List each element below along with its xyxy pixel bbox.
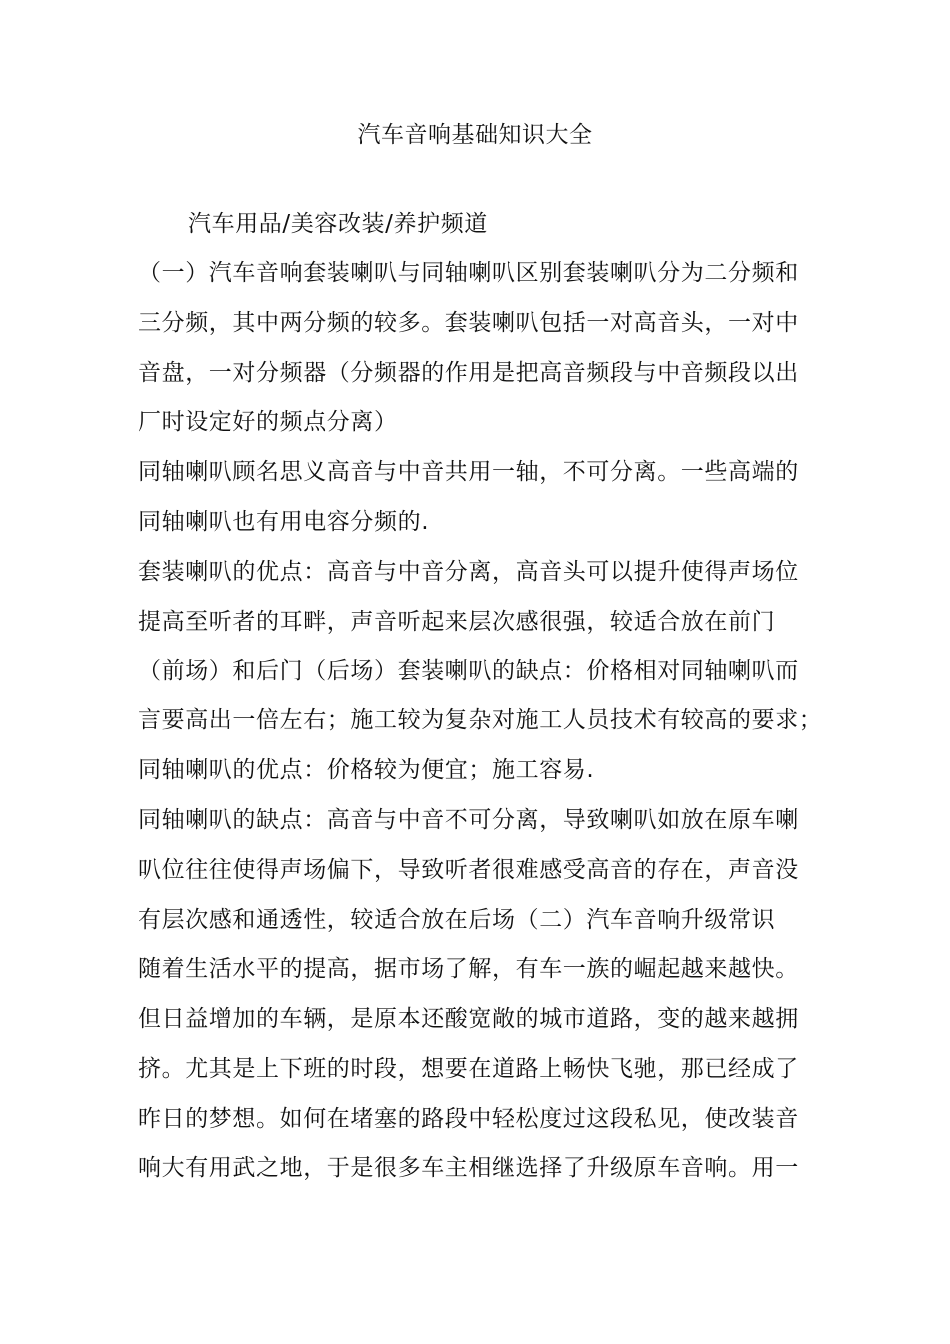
paragraph-line: 同轴喇叭的缺点：高音与中音不可分离，导致喇叭如放在原车喇 bbox=[138, 807, 799, 833]
paragraph-line: 提高至听者的耳畔，声音听起来层次感很强，较适合放在前门 bbox=[138, 609, 776, 635]
paragraph-line: （前场）和后门（后场）套装喇叭的缺点：价格相对同轴喇叭而 bbox=[138, 658, 799, 684]
paragraph-line: 音盘，一对分频器（分频器的作用是把高音频段与中音频段以出 bbox=[138, 360, 799, 386]
paragraph-line: 响大有用武之地，于是很多车主相继选择了升级原车音响。用一 bbox=[138, 1155, 799, 1181]
paragraph-line: 挤。尤其是上下班的时段，想要在道路上畅快飞驰，那已经成了 bbox=[138, 1056, 799, 1082]
paragraph-line: 叭位往往使得声场偏下，导致听者很难感受高音的存在，声音没 bbox=[138, 857, 799, 883]
paragraph-line: 套装喇叭的优点：高音与中音分离，高音头可以提升使得声场位 bbox=[138, 559, 799, 585]
paragraph-line: 但日益增加的车辆，是原本还酸宽敞的城市道路，变的越来越拥 bbox=[138, 1006, 799, 1032]
paragraph-line: 有层次感和通透性，较适合放在后场（二）汽车音响升级常识 bbox=[138, 907, 776, 933]
paragraph-line: 昨日的梦想。如何在堵塞的路段中轻松度过这段私见，使改装音 bbox=[138, 1106, 799, 1132]
document-title: 汽车音响基础知识大全 bbox=[357, 122, 593, 148]
paragraph-line: 同轴喇叭的优点：价格较为便宜；施工容易. bbox=[138, 757, 595, 783]
paragraph-line: 言要高出一倍左右；施工较为复杂对施工人员技术有较高的要求； bbox=[138, 707, 823, 733]
document-subtitle: 汽车用品/美容改装/养护频道 bbox=[188, 211, 488, 237]
paragraph-line: 厂时设定好的频点分离） bbox=[138, 409, 398, 435]
paragraph-line: 三分频，其中两分频的较多。套装喇叭包括一对高音头，一对中 bbox=[138, 310, 799, 336]
paragraph-line: 同轴喇叭也有用电容分频的. bbox=[138, 509, 430, 535]
paragraph-line: 随着生活水平的提高，据市场了解，有车一族的崛起越来越快。 bbox=[138, 956, 799, 982]
paragraph-line: （一）汽车音响套装喇叭与同轴喇叭区别套装喇叭分为二分频和 bbox=[138, 260, 799, 286]
paragraph-line: 同轴喇叭顾名思义高音与中音共用一轴，不可分离。一些高端的 bbox=[138, 459, 799, 485]
